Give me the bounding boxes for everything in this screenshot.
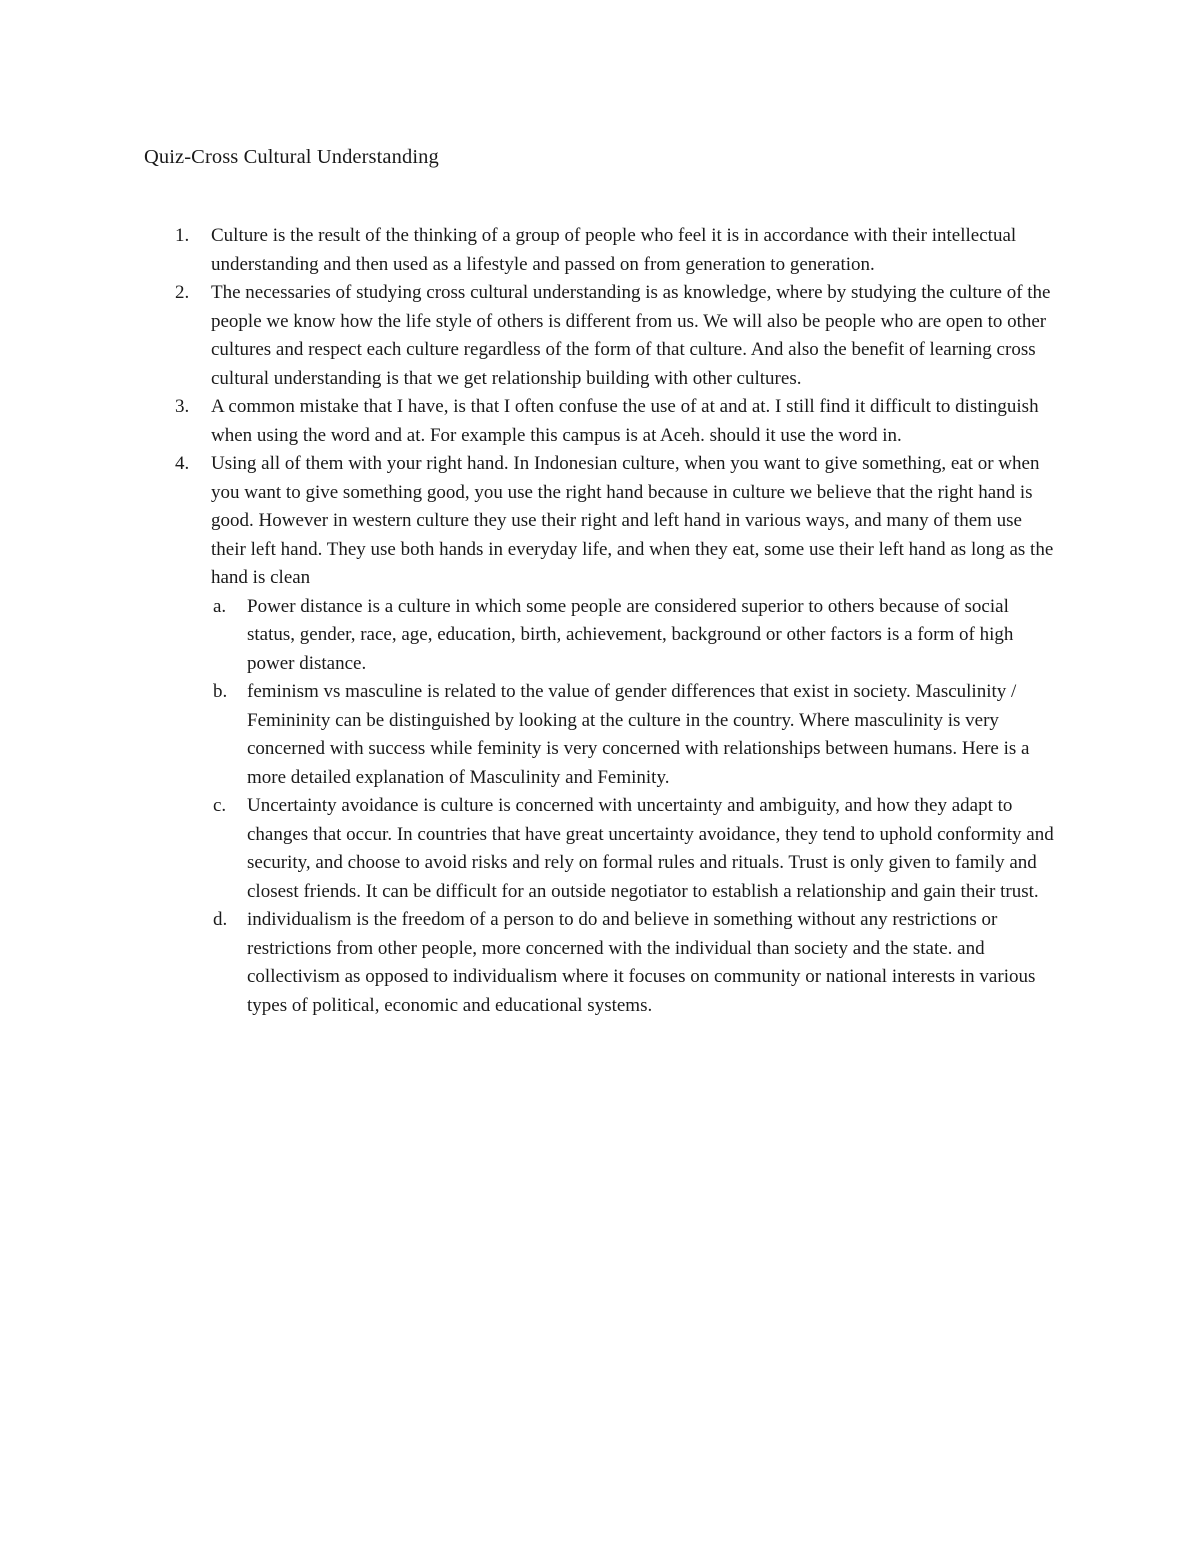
sub-list-item-text: individualism is the freedom of a person to do and believe in something without any restrictions or restrictions from other people, more concerned with the individual than society and the state. and collectivism as opposed to individualism where it focuses on community or national interests in various types of political, economic and educational systems.: [247, 909, 1036, 1016]
document-title: Quiz-Cross Cultural Understanding: [144, 146, 439, 168]
sub-list-item-text: feminism vs masculine is related to the value of gender differences that exist in society. Masculinity / Femininity can be distinguished by looking at the culture in the country. Where masculinity is very concerned with success while feminity is very concerned with relationships between humans. Here is a more detailed explanation of Masculinity and Feminity.: [247, 681, 1030, 788]
sub-list-item-text: Power distance is a culture in which some people are considered superior to others because of social status, gender, race, age, education, birth, achievement, background or other factors is a form of high power distance.: [247, 595, 1014, 674]
sub-list: [211, 593, 1061, 1021]
list-item-number: 1.: [175, 225, 190, 246]
list-item-text: Using all of them with your right hand. In Indonesian culture, when you want to give something, eat or when you want to give something good, you use the right hand because in culture we believe that the right hand is good. However in western culture they use their right and left hand in various ways, and many of them use their left hand. They use both hands in everyday life, and when they eat, some use their left hand as long as the hand is clean: [211, 453, 1054, 588]
sub-list-item-letter: a.: [213, 595, 227, 617]
list-item-text: The necessaries of studying cross cultural understanding is as knowledge, where by studying the culture of the people we know how the life style of others is different from us. We will also be people who are open to other cultures and respect each culture regardless of the form of that culture. And also the benefit of learning cross cultural understanding is that we get relationship building with other cultures.: [211, 282, 1051, 389]
sub-list-item: [211, 678, 1061, 792]
list-item: [0, 222, 1061, 279]
list-item: [0, 393, 1061, 450]
list-item-number: 2.: [175, 282, 190, 303]
list-item-number: 3.: [175, 396, 190, 417]
sub-list-item-letter: c.: [213, 795, 227, 816]
list-item-text: Culture is the result of the thinking of a group of people who feel it is in accordance with their intellectual understanding and then used as a lifestyle and passed on from generation to generation.: [211, 225, 1017, 275]
sub-list-item: [211, 906, 1061, 1020]
sub-list-item-letter: d.: [213, 909, 228, 930]
sub-list-item: [211, 792, 1061, 906]
list-item: [0, 279, 1061, 393]
sub-list-item-letter: b.: [213, 681, 228, 702]
answer-list: [0, 222, 1200, 1020]
list-item: [0, 450, 1061, 1020]
list-item-text: A common mistake that I have, is that I often confuse the use of at and at. I still find it difficult to distinguish when using the word and at. For example this campus is at Aceh. should it use the word in.: [211, 396, 1039, 446]
list-item-number: 4.: [175, 453, 190, 474]
sub-list-item-text: Uncertainty avoidance is culture is concerned with uncertainty and ambiguity, and how they adapt to changes that occur. In countries that have great uncertainty avoidance, they tend to uphold conformity and security, and choose to avoid risks and rely on formal rules and rituals. Trust is only given to family and closest friends. It can be difficult for an outside negotiator to establish a relationship and gain their trust.: [247, 795, 1054, 902]
sub-list-item: [211, 593, 1061, 679]
